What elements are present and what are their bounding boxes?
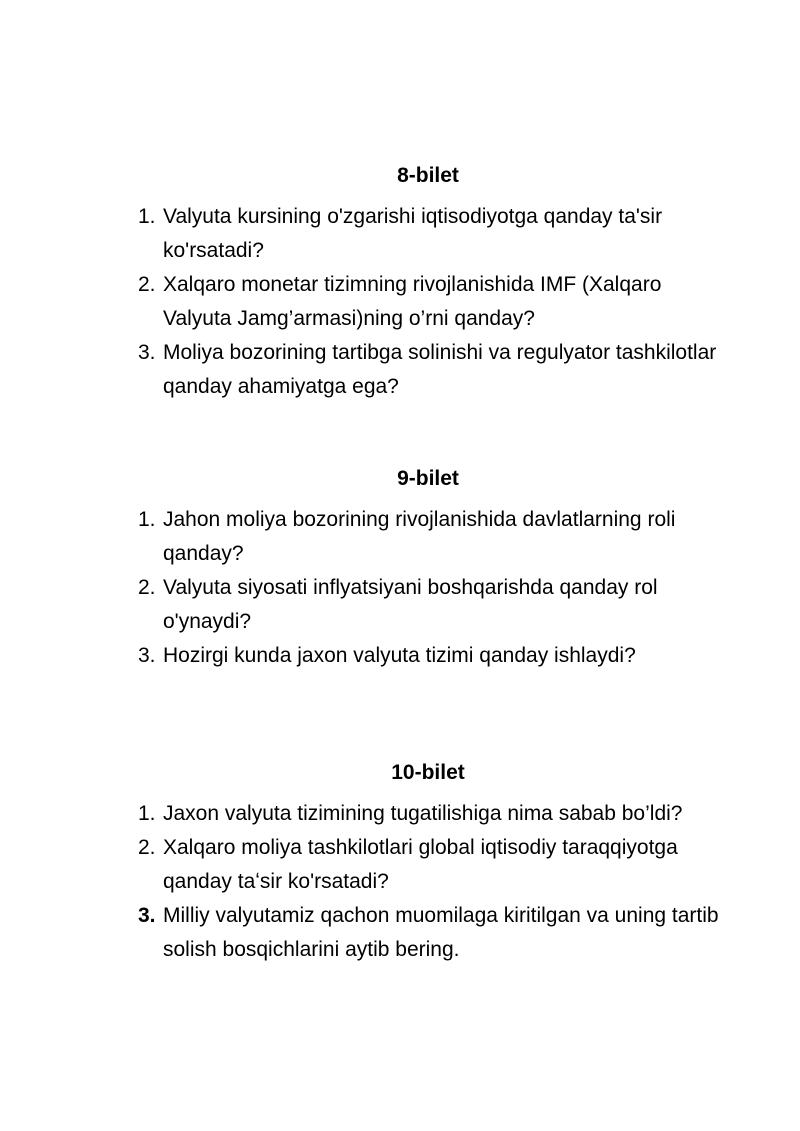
- question-text: Valyuta kursining o'zgarishi iqtisodiyotga qanday ta'sir ko'rsatadi?: [163, 205, 663, 262]
- question-item: [0, 268, 800, 336]
- question-text: Jahon moliya bozorining rivojlanishida davlatlarning roli qanday?: [163, 508, 676, 565]
- question-item: [0, 200, 800, 268]
- question-item: [0, 639, 800, 673]
- question-number: 3.: [138, 904, 156, 927]
- question-text: Hozirgi kunda jaxon valyuta tizimi qanday ishlaydi?: [163, 644, 636, 667]
- question-number: 3.: [138, 644, 156, 667]
- question-list: [0, 797, 800, 967]
- question-item: [0, 571, 800, 639]
- question-text: Jaxon valyuta tizimining tugatilishiga nima sabab bo’ldi?: [163, 802, 683, 825]
- question-item: [0, 503, 800, 571]
- ticket-title: 8-bilet: [397, 164, 459, 187]
- ticket-title: 10-bilet: [391, 761, 465, 784]
- question-item: [0, 336, 800, 404]
- question-number: 2.: [138, 273, 156, 296]
- ticket-8-section: [0, 162, 800, 404]
- question-list: [0, 200, 800, 404]
- question-item: [0, 797, 800, 831]
- question-text: Xalqaro moliya tashkilotlari global iqtisodiy taraqqiyotga qanday taʻsir ko'rsatadi?: [163, 836, 678, 893]
- question-item: [0, 899, 800, 967]
- question-number: 2.: [138, 836, 156, 859]
- question-number: 1.: [138, 205, 156, 228]
- question-list: [0, 503, 800, 673]
- ticket-title: 9-bilet: [397, 467, 459, 490]
- ticket-9-section: [0, 465, 800, 673]
- ticket-10-section: [0, 759, 800, 967]
- question-text: Milliy valyutamiz qachon muomilaga kiritilgan va uning tartib solish bosqichlarini aytib bering.: [163, 904, 719, 961]
- question-number: 3.: [138, 341, 156, 364]
- question-text: Moliya bozorining tartibga solinishi va regulyator tashkilotlar qanday ahamiyatga ega?: [163, 341, 717, 398]
- question-text: Valyuta siyosati inflyatsiyani boshqarishda qanday rol o'ynaydi?: [163, 576, 658, 633]
- question-text: Xalqaro monetar tizimning rivojlanishida IMF (Xalqaro Valyuta Jamg’armasi)ning o’rni qanday?: [163, 273, 662, 330]
- question-number: 2.: [138, 576, 156, 599]
- question-number: 1.: [138, 802, 156, 825]
- question-number: 1.: [138, 508, 156, 531]
- question-item: [0, 831, 800, 899]
